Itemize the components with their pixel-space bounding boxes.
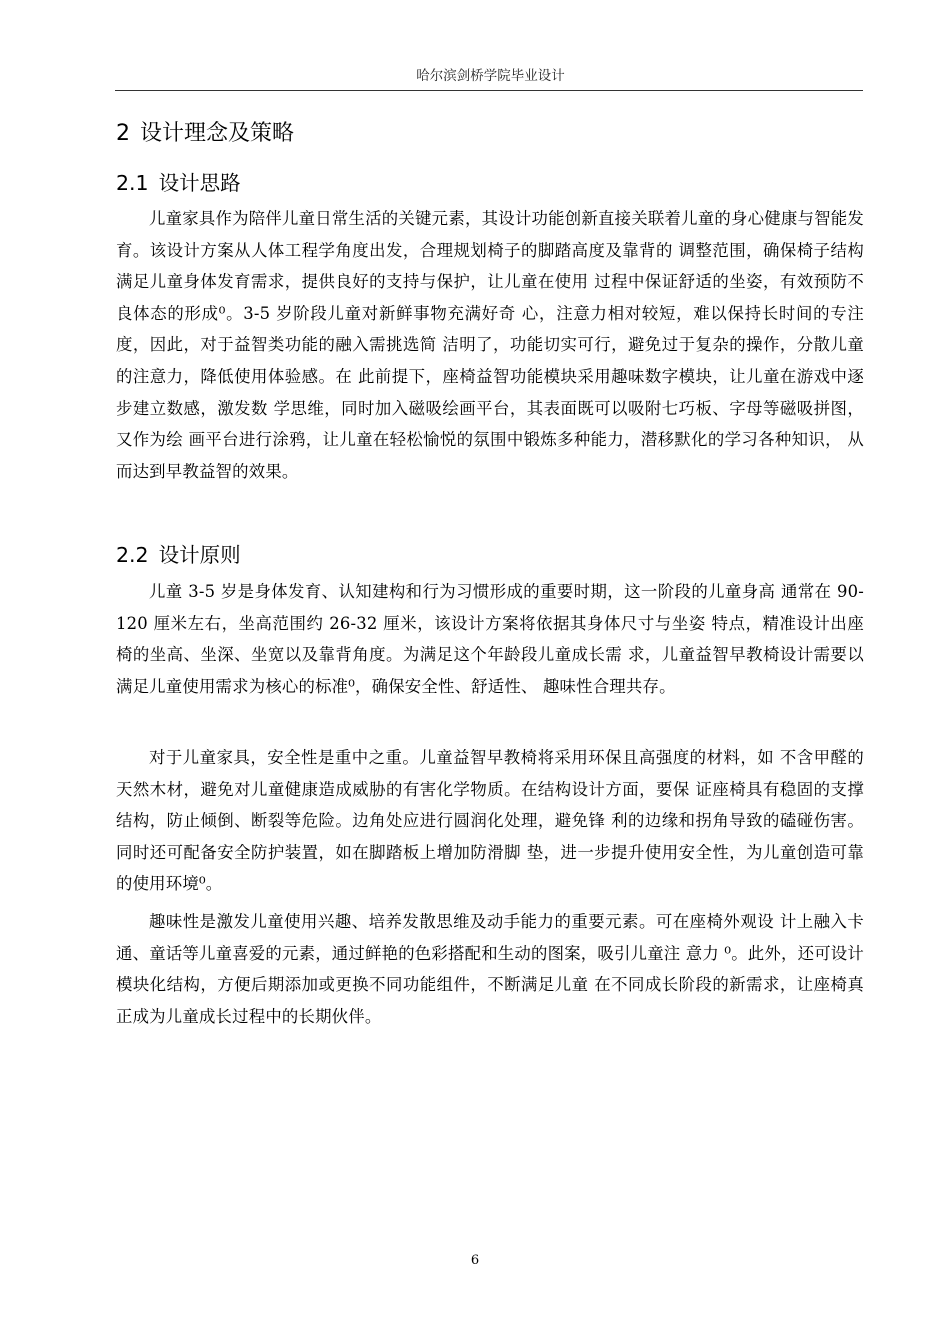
- page-number: 6: [470, 1253, 480, 1268]
- section-title: 设计思路: [158, 171, 241, 195]
- chapter-heading: [116, 116, 294, 147]
- section-heading-2-2: [116, 538, 241, 568]
- paragraph-design-idea: 儿童家具作为陪伴儿童日常生活的关键元素，其设计功能创新直接关联着儿童的身心健康与智能发育。该设计方案从人体工程学角度出发，合理规划椅子的脚踏高度及靠背的 调整范围，确保椅子结构满足儿童身体发育需求，提供良好的支持与保护，让儿童在使用 过程中保证舒适的坐姿，有效预防不良体态的形成⁰。3-5 岁阶段儿童对新鲜事物充满好奇 心，注意力相对较短，难以保持长时间的专注度，因此，对于益智类功能的融入需挑选简 洁明了，功能切实可行，避免过于复杂的操作，分散儿童的注意力，降低使用体验感。在 此前提下，座椅益智功能模块采用趣味数字模块，让儿童在游戏中逐步建立数感，激发数 学思维，同时加入磁吸绘画平台，其表面既可以吸附七巧板、字母等磁吸拼图，又作为绘 画平台进行涂鸦，让儿童在轻松愉悦的氛围中锻炼多种能力，潜移默化的学习各种知识， 从而达到早教益智的效果。: [116, 209, 864, 481]
- paragraph-fun: 趣味性是激发儿童使用兴趣、培养发散思维及动手能力的重要元素。可在座椅外观设 计上融入卡通、童话等儿童喜爱的元素，通过鲜艳的色彩搭配和生动的图案，吸引儿童注 意力 ⁰。此外，还可设计模块化结构，方便后期添加或更换不同功能组件，不断满足儿童 在不同成长阶段的新需求，让座椅真正成为儿童成长过程中的长期伙伴。: [116, 912, 864, 1026]
- section-title: 设计原则: [158, 543, 241, 567]
- header-rule: [115, 90, 863, 91]
- paragraph-safety: 对于儿童家具，安全性是重中之重。儿童益智早教椅将采用环保且高强度的材料，如 不含甲醛的天然木材，避免对儿童健康造成威胁的有害化学物质。在结构设计方面，要保 证座椅具有稳固的支撑结构，防止倾倒、断裂等危险。边角处应进行圆润化处理，避免锋 利的边缘和拐角导致的磕碰伤害。同时还可配备安全防护装置，如在脚踏板上增加防滑脚 垫，进一步提升使用安全性，为儿童创造可靠的使用环境⁰。: [116, 748, 864, 894]
- section-number: 2.1: [116, 171, 149, 195]
- running-header: 哈尔滨剑桥学院毕业设计: [416, 68, 565, 84]
- section-heading-2-1: [116, 166, 241, 196]
- section-number: 2.2: [116, 543, 149, 567]
- chapter-number: 2: [116, 121, 130, 146]
- paragraph-principles-intro: 儿童 3-5 岁是身体发育、认知建构和行为习惯形成的重要时期，这一阶段的儿童身高 通常在 90-120 厘米左右，坐高范围约 26-32 厘米，该设计方案将依据其身体尺寸与坐姿 特点，精准设计出座椅的坐高、坐深、坐宽以及靠背角度。为满足这个年龄段儿童成长需 求，儿童益智早教椅设计需要以满足儿童使用需求为核心的标准⁰，确保安全性、舒适性、 趣味性合理共存。: [116, 582, 864, 696]
- chapter-title: 设计理念及策略: [140, 121, 295, 146]
